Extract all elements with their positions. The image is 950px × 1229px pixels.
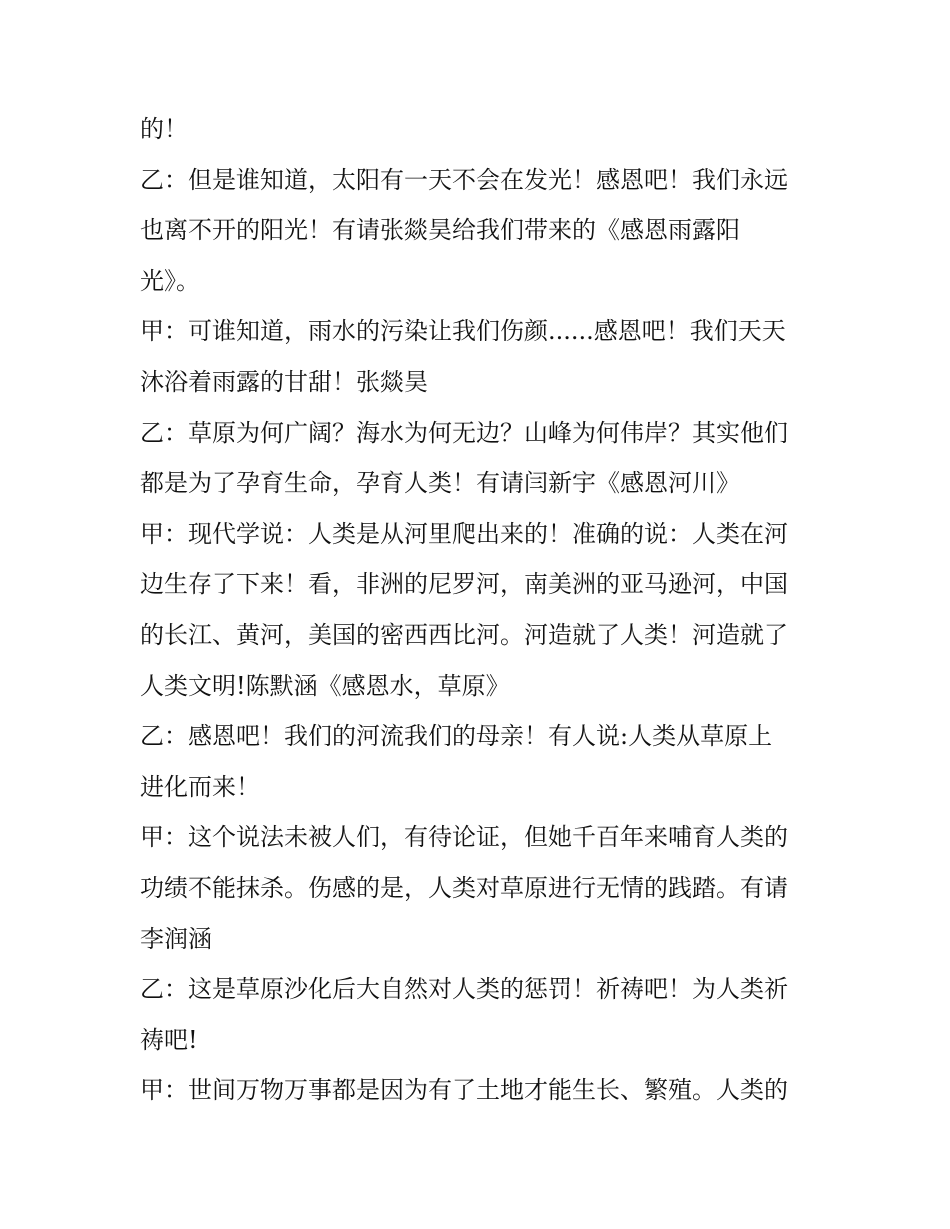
text-line: 乙：草原为何广阔？海水为何无边？山峰为何伟岸？其实他们 bbox=[140, 418, 788, 447]
text-line: 乙：这是草原沙化后大自然对人类的惩罚！祈祷吧！为人类祈 bbox=[140, 975, 788, 1004]
text-line: 祷吧! bbox=[140, 1025, 198, 1054]
text-line: 李润涵 bbox=[140, 924, 212, 953]
text-line: 甲：可谁知道，雨水的污染让我们伤颜......感恩吧！我们天天 bbox=[140, 317, 786, 346]
text-line: 乙：感恩吧！我们的河流我们的母亲！有人说:人类从草原上 bbox=[140, 722, 773, 751]
text-line: 进化而来！ bbox=[140, 772, 260, 801]
text-line: 乙：但是谁知道，太阳有一天不会在发光！感恩吧！我们永远 bbox=[140, 165, 788, 194]
text-line: 沐浴着雨露的甘甜！张燚昊 bbox=[140, 367, 428, 396]
text-line: 甲：这个说法未被人们，有待论证，但她千百年来哺育人类的 bbox=[140, 823, 788, 852]
text-line: 光》。 bbox=[140, 266, 200, 295]
document-body bbox=[140, 104, 830, 1116]
text-line: 边生存了下来！看，非洲的尼罗河，南美洲的亚马逊河，中国 bbox=[140, 570, 788, 599]
text-line: 也离不开的阳光！有请张燚昊给我们带来的《感恩雨露阳 bbox=[140, 216, 740, 245]
text-line: 人类文明!陈默涵《感恩水，草原》 bbox=[140, 671, 510, 700]
text-line: 甲：现代学说：人类是从河里爬出来的！准确的说：人类在河 bbox=[140, 519, 788, 548]
text-line: 甲：世间万物万事都是因为有了土地才能生长、繁殖。人类的 bbox=[140, 1076, 788, 1105]
text-line: 都是为了孕育生命，孕育人类！有请闫新宇《感恩河川》 bbox=[140, 469, 740, 498]
text-line: 的！ bbox=[140, 115, 188, 143]
text-line: 功绩不能抹杀。伤感的是，人类对草原进行无情的践踏。有请 bbox=[140, 873, 788, 902]
text-line: 的长江、黄河，美国的密西西比河。河造就了人类！河造就了 bbox=[140, 620, 788, 649]
